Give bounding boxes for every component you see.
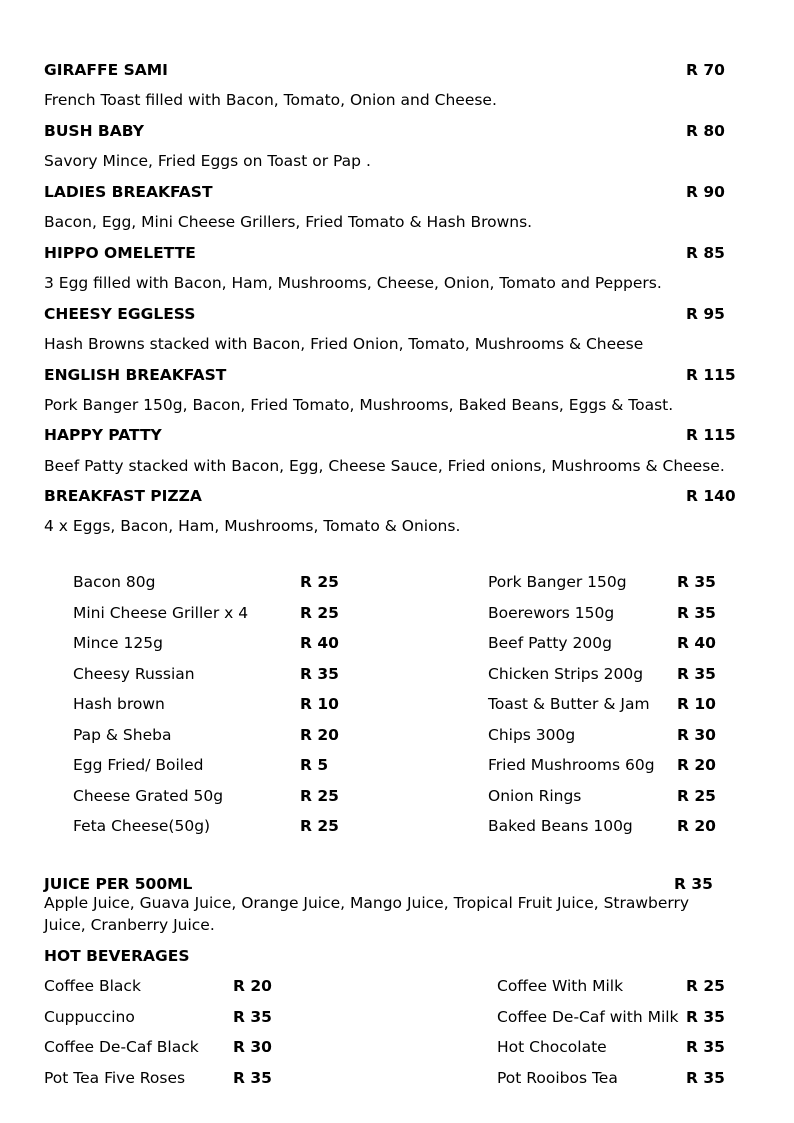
menu-item [0, 364, 794, 386]
item-description [0, 455, 794, 477]
item-description [0, 394, 794, 416]
juice-description [0, 892, 794, 914]
extra-name: Egg Fried/ Boiled [73, 756, 204, 774]
beverage-row [0, 1006, 794, 1028]
item-description [0, 89, 794, 111]
item-name: BUSH BABY [44, 122, 144, 140]
extra-item [0, 571, 794, 593]
extra-item [0, 754, 794, 776]
beverage-name: Pot Rooibos Tea [497, 1069, 618, 1087]
item-desc-text: Beef Patty stacked with Bacon, Egg, Cheese Sauce, Fried onions, Mushrooms & Cheese. [44, 457, 725, 475]
extra-price: R 20 [677, 817, 716, 835]
item-name: GIRAFFE SAMI [44, 61, 168, 79]
item-desc-text: Savory Mince, Fried Eggs on Toast or Pap . [44, 152, 371, 170]
extra-name: Pap & Sheba [73, 726, 172, 744]
extra-item [0, 724, 794, 746]
extra-name: Onion Rings [488, 787, 582, 805]
extra-name: Fried Mushrooms 60g [488, 756, 655, 774]
item-name: ENGLISH BREAKFAST [44, 366, 227, 384]
extra-item [0, 815, 794, 837]
extra-name: Cheesy Russian [73, 665, 195, 683]
beverage-price: R 35 [233, 1069, 272, 1087]
menu-item [0, 303, 794, 325]
item-desc-text: French Toast filled with Bacon, Tomato, Onion and Cheese. [44, 91, 497, 109]
beverage-row [0, 975, 794, 997]
item-price: R 70 [686, 61, 725, 79]
extra-price: R 10 [300, 695, 339, 713]
beverage-row [0, 1036, 794, 1058]
extra-price: R 35 [300, 665, 339, 683]
item-name: HIPPO OMELETTE [44, 244, 196, 262]
extra-name: Boerewors 150g [488, 604, 615, 622]
extra-item [0, 785, 794, 807]
extra-price: R 35 [677, 573, 716, 591]
extra-name: Hash brown [73, 695, 165, 713]
extra-price: R 20 [300, 726, 339, 744]
beverage-name: Pot Tea Five Roses [44, 1069, 186, 1087]
beverage-price: R 35 [686, 1038, 725, 1056]
item-name: CHEESY EGGLESS [44, 305, 196, 323]
extra-name: Mince 125g [73, 634, 163, 652]
item-desc-text: Hash Browns stacked with Bacon, Fried Onion, Tomato, Mushrooms & Cheese [44, 335, 644, 353]
beverage-name: Hot Chocolate [497, 1038, 607, 1056]
juice-price: R 35 [674, 875, 713, 893]
item-price: R 80 [686, 122, 725, 140]
item-description [0, 211, 794, 233]
hot-beverages-title: HOT BEVERAGES [44, 947, 190, 965]
menu-item [0, 181, 794, 203]
beverage-price: R 30 [233, 1038, 272, 1056]
extra-item [0, 663, 794, 685]
extra-price: R 25 [300, 817, 339, 835]
item-description [0, 272, 794, 294]
beverage-price: R 35 [686, 1008, 725, 1026]
juice-desc-line: Apple Juice, Guava Juice, Orange Juice, Mango Juice, Tropical Fruit Juice, Strawberry [44, 894, 690, 912]
extra-price: R 25 [300, 573, 339, 591]
extra-item [0, 632, 794, 654]
extra-item [0, 602, 794, 624]
extra-name: Mini Cheese Griller x 4 [73, 604, 249, 622]
extra-price: R 30 [677, 726, 716, 744]
beverage-price: R 35 [233, 1008, 272, 1026]
extra-price: R 25 [300, 787, 339, 805]
menu-item [0, 242, 794, 264]
beverage-row [0, 1067, 794, 1089]
extra-price: R 40 [677, 634, 716, 652]
item-name: LADIES BREAKFAST [44, 183, 213, 201]
extra-name: Cheese Grated 50g [73, 787, 224, 805]
item-description [0, 333, 794, 355]
beverage-name: Coffee Black [44, 977, 141, 995]
beverage-name: Coffee De-Caf Black [44, 1038, 199, 1056]
beverage-price: R 35 [686, 1069, 725, 1087]
item-price: R 115 [686, 426, 736, 444]
menu-item [0, 424, 794, 446]
item-desc-text: 4 x Eggs, Bacon, Ham, Mushrooms, Tomato & Onions. [44, 517, 461, 535]
extra-name: Chips 300g [488, 726, 576, 744]
menu-item [0, 59, 794, 81]
extra-name: Beef Patty 200g [488, 634, 612, 652]
menu-item [0, 120, 794, 142]
extra-price: R 40 [300, 634, 339, 652]
juice-title: JUICE PER 500ML [44, 875, 193, 893]
extra-name: Feta Cheese(50g) [73, 817, 211, 835]
beverage-name: Cuppuccino [44, 1008, 135, 1026]
extra-name: Pork Banger 150g [488, 573, 627, 591]
item-description [0, 515, 794, 537]
item-price: R 90 [686, 183, 725, 201]
item-name: HAPPY PATTY [44, 426, 162, 444]
item-desc-text: Pork Banger 150g, Bacon, Fried Tomato, Mushrooms, Baked Beans, Eggs & Toast. [44, 396, 674, 414]
item-name: BREAKFAST PIZZA [44, 487, 202, 505]
extra-price: R 20 [677, 756, 716, 774]
extra-name: Bacon 80g [73, 573, 156, 591]
juice-desc-line: Juice, Cranberry Juice. [44, 916, 215, 934]
item-price: R 85 [686, 244, 725, 262]
item-price: R 115 [686, 366, 736, 384]
extra-name: Baked Beans 100g [488, 817, 633, 835]
extra-price: R 25 [300, 604, 339, 622]
extra-price: R 5 [300, 756, 329, 774]
item-price: R 140 [686, 487, 736, 505]
extra-price: R 35 [677, 665, 716, 683]
menu-item [0, 485, 794, 507]
extra-price: R 10 [677, 695, 716, 713]
extra-price: R 25 [677, 787, 716, 805]
beverage-name: Coffee De-Caf with Milk [497, 1008, 679, 1026]
juice-description [0, 914, 794, 936]
extra-item [0, 693, 794, 715]
extra-name: Chicken Strips 200g [488, 665, 644, 683]
item-desc-text: Bacon, Egg, Mini Cheese Grillers, Fried Tomato & Hash Browns. [44, 213, 533, 231]
item-desc-text: 3 Egg filled with Bacon, Ham, Mushrooms, Cheese, Onion, Tomato and Peppers. [44, 274, 662, 292]
extra-name: Toast & Butter & Jam [488, 695, 650, 713]
beverage-price: R 20 [233, 977, 272, 995]
beverage-name: Coffee With Milk [497, 977, 624, 995]
beverage-price: R 25 [686, 977, 725, 995]
item-price: R 95 [686, 305, 725, 323]
hot-beverages-header [0, 945, 794, 967]
extra-price: R 35 [677, 604, 716, 622]
item-description [0, 150, 794, 172]
